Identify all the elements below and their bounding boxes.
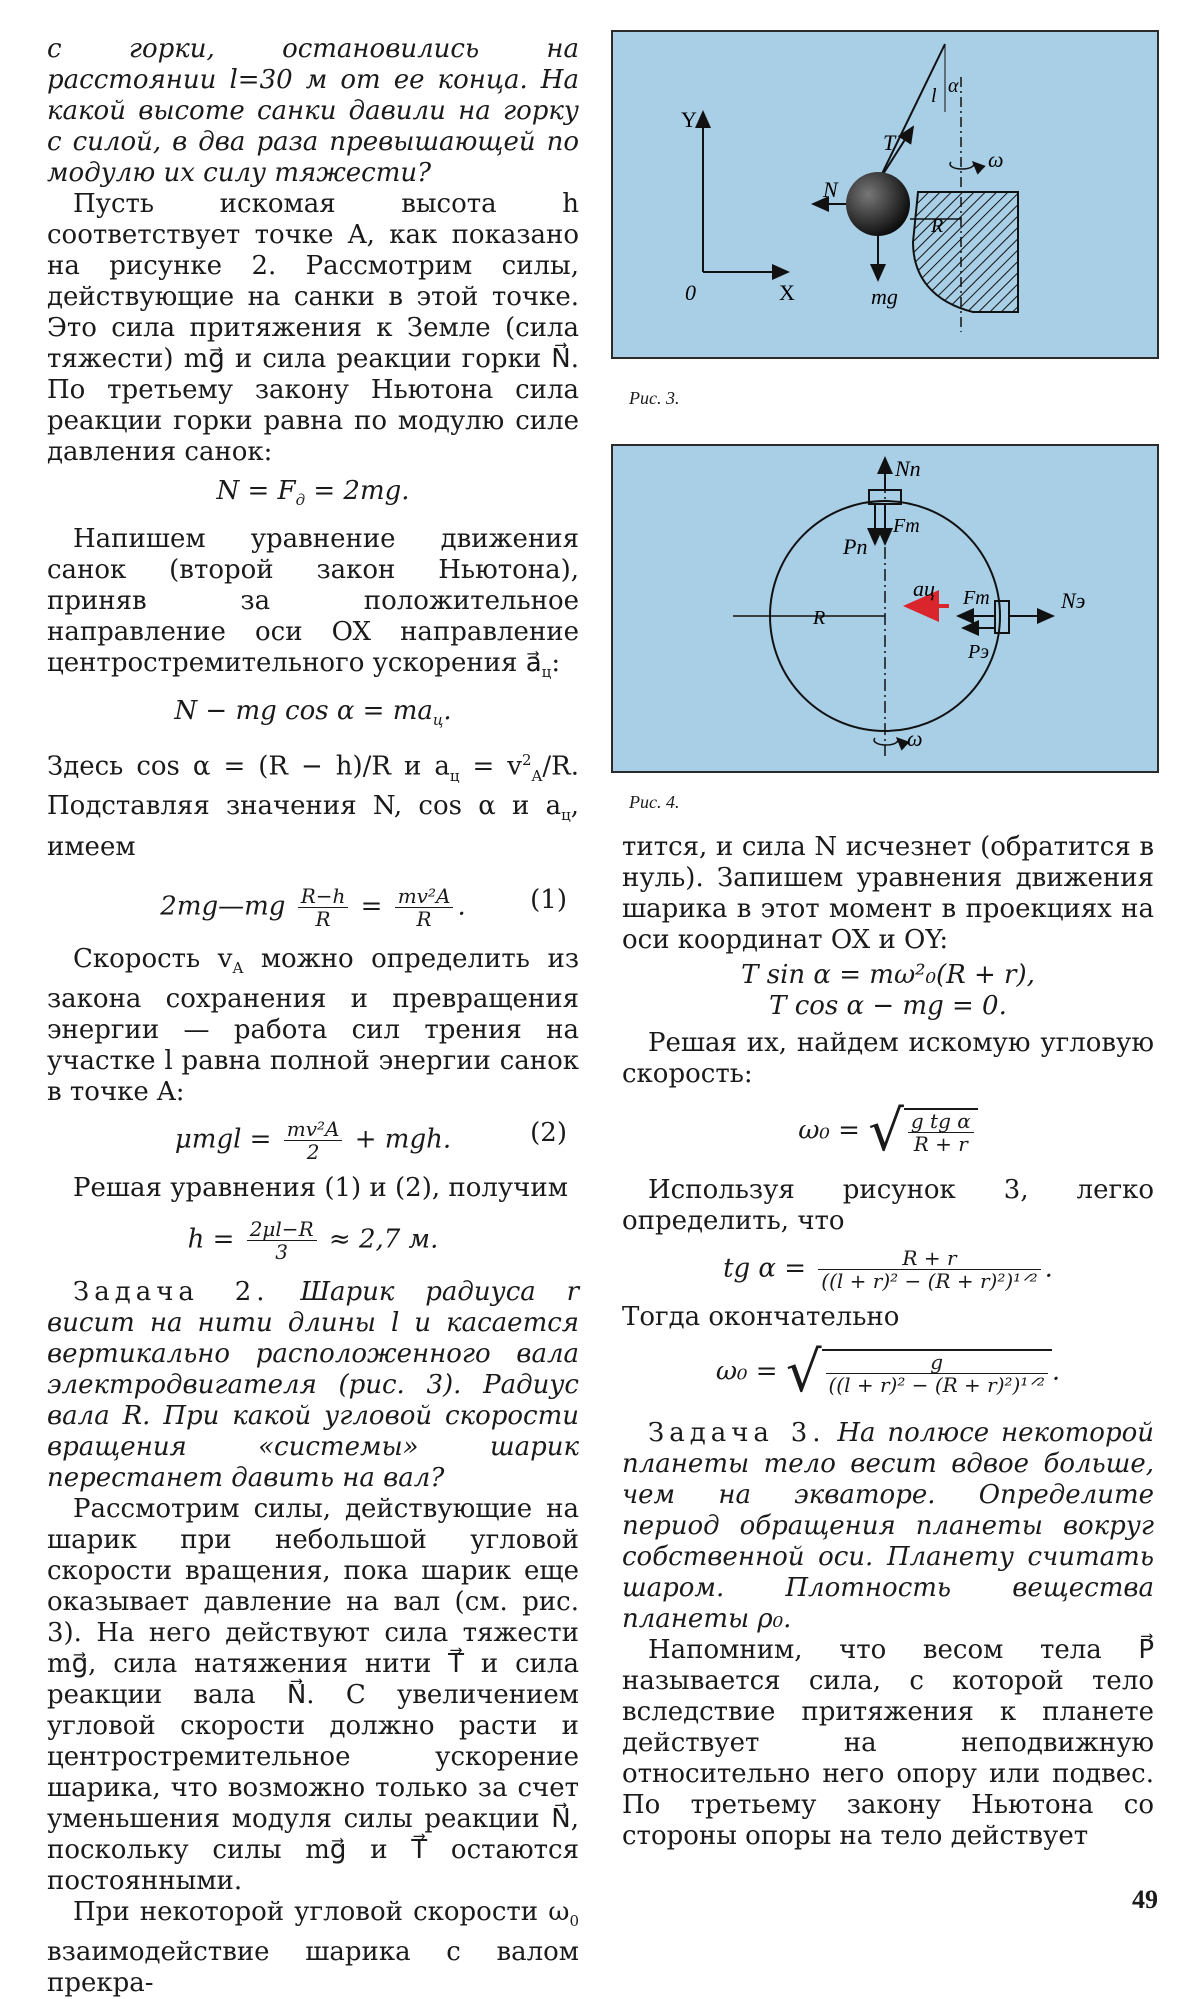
equation-y: T cos α − mg = 0.	[769, 991, 1007, 1021]
paragraph: Напишем уравнение движения санок (второй закон Ньютона), приняв за положительное направление оси OX направление центростремительного ускорения $a⃗_ц$:	[47, 524, 579, 682]
figure-4-caption: Рис. 4.	[629, 792, 680, 812]
label-n: N	[823, 177, 838, 202]
paragraph: тится, и сила N исчезнет (обратится в нуль). Запишем уравнения движения шарика в этот момент в проекциях на оси координат OX и OY:	[622, 832, 1154, 955]
label-t: T	[883, 130, 896, 155]
equation-omega: ω₀ = √ $\frac{\text{g tg α}}{R + r}$	[622, 1108, 1154, 1155]
label-omega: ω	[988, 147, 1004, 172]
equation-2: μmgl = $\frac{\text{mv²A}}{2}$ + mgh. (2)	[174, 1116, 567, 1164]
paragraph: При некоторой угловой скорости $\omega_0$ взаимодействие шарика с валом прекра-	[47, 1896, 579, 1998]
page-number: 49	[1132, 1885, 1158, 1914]
rotation-arrow	[950, 162, 974, 169]
figure-3-drawing	[613, 32, 1157, 357]
equation-motion: N − mg $\cos \alpha = ma_ц$.	[174, 696, 452, 730]
rotation-arrow	[874, 738, 898, 745]
label-l: l	[931, 85, 937, 107]
equation-3: h = $\frac{2\mu l-R}{3}$ ≈ 2,7 м.	[187, 1216, 439, 1264]
paragraph: Здесь cos α = (R − h)/R и $a_ц = v^2_A/R$. Подставляя значения N, cos α и $a_ц$, имеем	[47, 750, 579, 862]
task3: Задача 3. На полюсе некоторой планеты тело весит вдвое больше, чем на экваторе. Определите период обращения планеты вокруг собственной оси. Планету считать шаром. Плотность вещества планеты ρ₀.	[622, 1418, 1154, 1634]
label-a-c: aц	[913, 576, 935, 601]
label-n-pole: Nп	[895, 456, 921, 481]
equation-tg: tg α = $\frac{R + r}{\text{((l + r)² − (R + r)²)¹ᐟ²}}$ .	[723, 1246, 1053, 1293]
paragraph: Скорость $v_A$ можно определить из закона сохранения и превращения энергии — работа сил трения на участке l равна полной энергии санок в точке A:	[47, 943, 579, 1107]
label-n-equator: Nэ	[1061, 588, 1086, 613]
label-f-equator: Fт	[963, 587, 990, 609]
label-x: X	[779, 280, 795, 305]
sqrt-icon: √	[785, 1340, 822, 1405]
label-origin: 0	[685, 280, 696, 305]
label-r: R	[813, 607, 826, 629]
string	[878, 44, 945, 182]
body-equator	[995, 601, 1009, 633]
task1-end-text: с горки, остановились на расстоянии l=30 м от ее конца. На какой высоте санки давили на горку с силой, в два раза превышающей по модулю их силу тяжести?	[47, 34, 579, 188]
label-p-equator: Pэ	[968, 641, 990, 663]
figure-3	[611, 30, 1159, 359]
figure-4-drawing	[613, 446, 1157, 771]
label-alpha: α	[948, 75, 959, 97]
paragraph: Решая их, найдем искомую угловую скорость:	[622, 1028, 1154, 1089]
label-y: Y	[681, 107, 697, 132]
figure-4	[611, 444, 1159, 773]
left-column	[47, 34, 579, 1999]
paragraph: Решая уравнения (1) и (2), получим	[73, 1172, 568, 1203]
paragraph: Напомним, что весом тела P⃗ называется сила, с которой тело вследствие притяжения к планете действует на неподвижную относительно него опору или подвес. По третьему закону Ньютона со стороны опоры на тело действует	[622, 1635, 1154, 1851]
label-mg: mg	[871, 284, 898, 309]
equation-final: ω₀ = √ $\frac{g}{\text{((l + r)² − (R + r)²)¹ᐟ²}}$ .	[715, 1340, 1061, 1405]
equation-x: T sin α = mω²₀(R + r),	[741, 960, 1035, 990]
label-r: R	[931, 215, 944, 237]
paragraph: Рассмотрим силы, действующие на шарик при небольшой угловой скорости вращения, пока шарик еще оказывает давление на вал (см. рис. 3). На него действуют сила тяжести mg⃗, сила натяжения нити T⃗ и сила реакции вала N⃗. С увеличением угловой скорости должно расти и центростремительное ускорение шарика, что возможно только за счет уменьшения модуля силы реакции N⃗, поскольку силы mg⃗ и T⃗ остаются постоянными.	[47, 1493, 579, 1896]
paragraph: Тогда окончательно	[622, 1302, 900, 1332]
paragraph: Используя рисунок 3, легко определить, что	[622, 1175, 1154, 1236]
ball	[846, 172, 910, 236]
task2: Задача 2. Шарик радиуса r висит на нити длины l и касается вертикально расположенного вала электродвигателя (рис. 3). Радиус вала R. При какой угловой скорости вращения «системы» шарик перестанет давить на вал?	[47, 1276, 579, 1493]
figure-3-caption: Рис. 3.	[629, 388, 680, 408]
label-f-pole: Fт	[893, 515, 920, 537]
label-omega: ω	[907, 726, 923, 751]
sqrt-icon: √	[868, 1099, 904, 1164]
label-p-pole: Pп	[843, 534, 868, 559]
shaft	[913, 192, 1018, 312]
paragraph: Пусть искомая высота h соответствует точке A, как показано на рисунке 2. Рассмотрим силы, действующие на санки в этой точке. Это сила притяжения к Земле (сила тяжести) mg⃗ и сила реакции горки N⃗. По третьему закону Ньютона сила реакции горки равна по модулю силе давления санок:	[47, 189, 579, 467]
equation-normal-force: $N = F_д = 2mg$.	[216, 476, 410, 510]
right-column	[622, 832, 1154, 1852]
equation-1: 2mg—mg $\frac{R-h}{R}$ = $\frac{\text{mv²A}}{R}$ . (1)	[160, 883, 567, 931]
